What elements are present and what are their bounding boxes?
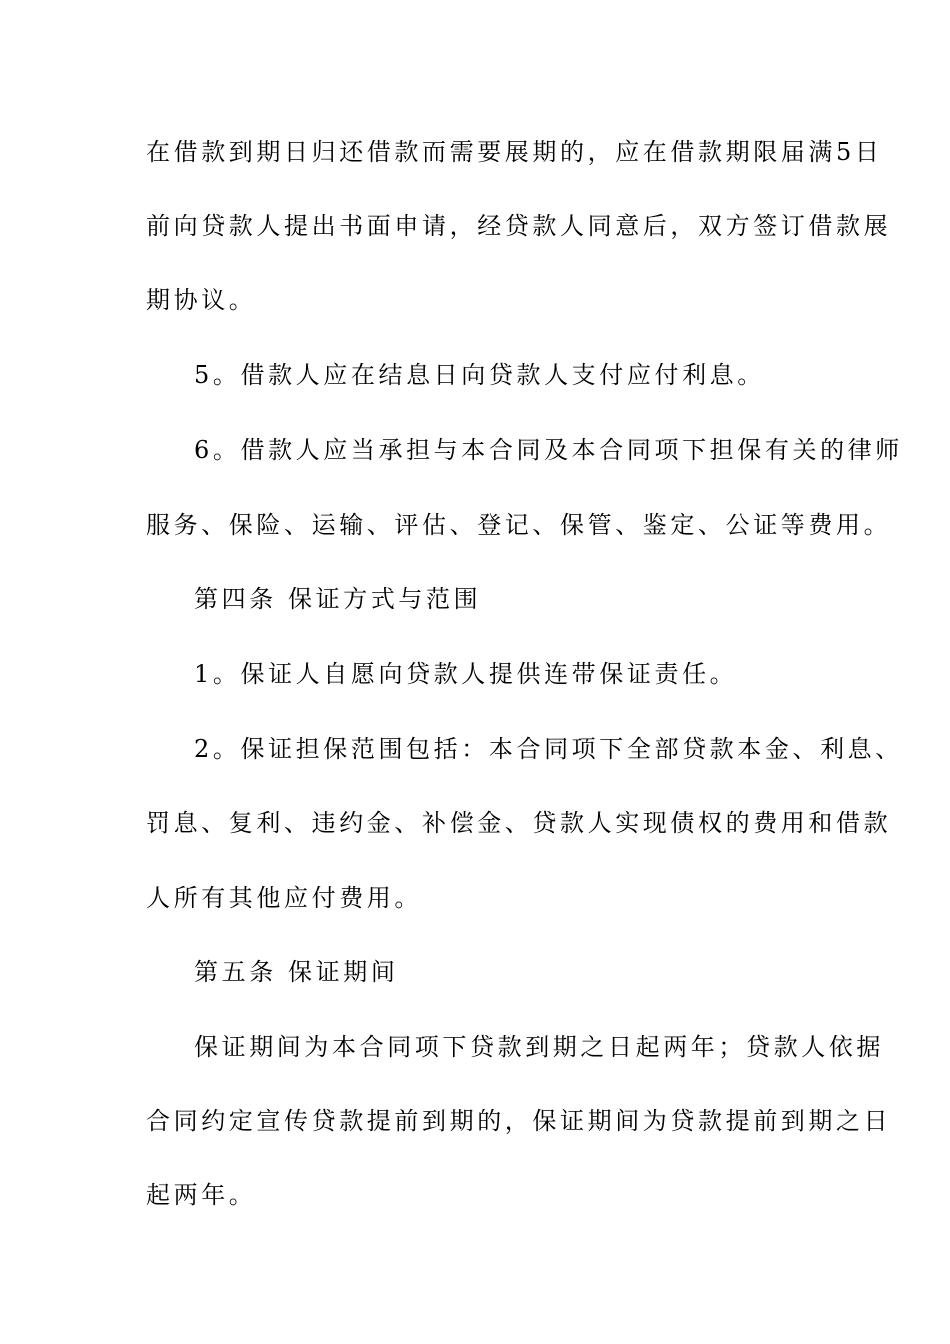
section-heading: 第四条 保证方式与范围 bbox=[194, 585, 482, 613]
paragraph-line: 起两年。 bbox=[146, 1181, 257, 1209]
paragraph-line: 期协议。 bbox=[146, 286, 257, 314]
paragraph-line: 服务、保险、运输、评估、登记、保管、鉴定、公证等费用。 bbox=[146, 511, 892, 539]
paragraph-line: 2。保证担保范围包括：本合同项下全部贷款本金、利息、 bbox=[194, 735, 903, 763]
section-heading: 第五条 保证期间 bbox=[194, 958, 399, 986]
paragraph-line: 在借款到期日归还借款而需要展期的，应在借款期限届满5日 bbox=[146, 138, 883, 166]
paragraph-line: 6。借款人应当承担与本合同及本合同项下担保有关的律师 bbox=[194, 436, 903, 464]
paragraph-line: 1。保证人自愿向贷款人提供连带保证责任。 bbox=[194, 660, 738, 688]
paragraph-line: 罚息、复利、违约金、补偿金、贷款人实现债权的费用和借款 bbox=[146, 809, 892, 837]
paragraph-line: 5。借款人应在结息日向贷款人支付应付利息。 bbox=[194, 361, 765, 389]
paragraph-line: 人所有其他应付费用。 bbox=[146, 884, 422, 912]
paragraph-line: 合同约定宣传贷款提前到期的，保证期间为贷款提前到期之日 bbox=[146, 1107, 892, 1135]
paragraph-line: 保证期间为本合同项下贷款到期之日起两年；贷款人依据 bbox=[194, 1033, 884, 1061]
paragraph-line: 前向贷款人提出书面申请，经贷款人同意后，双方签订借款展 bbox=[146, 212, 892, 240]
